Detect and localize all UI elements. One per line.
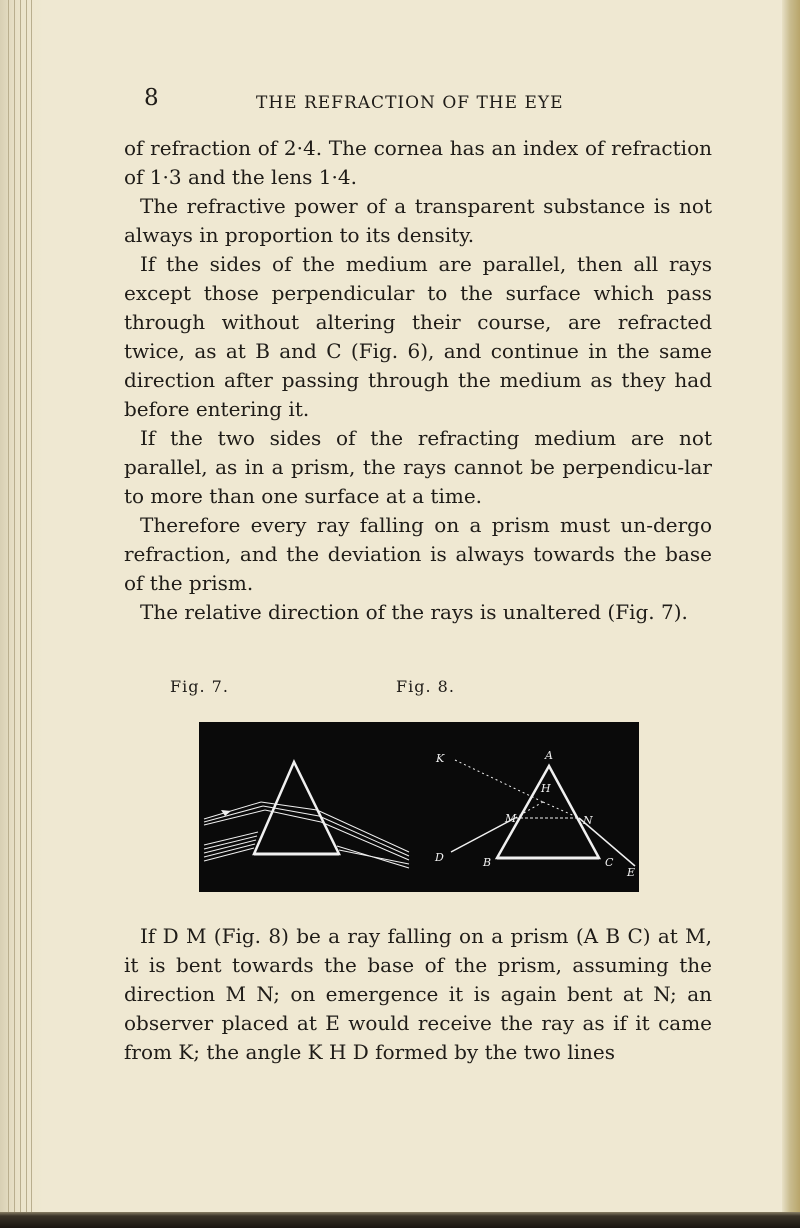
paragraph: If D M (Fig. 8) be a ray falling on a prism (A B C) at M, it is bent towards the base of the prism, assuming the direction M N; on emergence it is again bent at N; an observer placed at E would receive the ray as if it came from K; the angle K H D formed by the two lines xyxy=(124,924,712,1064)
prism-figure-plate xyxy=(199,722,639,892)
fig7-prism-diagram xyxy=(204,762,409,868)
prism-diagrams xyxy=(199,722,639,892)
label-n: N xyxy=(583,814,593,827)
fig7-ray xyxy=(204,806,263,822)
label-c: C xyxy=(605,856,614,869)
fig7-prism xyxy=(254,762,339,854)
fig7-ray xyxy=(204,802,261,819)
label-k: K xyxy=(436,752,445,765)
right-page-edge xyxy=(782,0,800,1228)
fig8-prism-diagram xyxy=(451,760,635,866)
paragraph: The refractive power of a transparent substance is not always in proportion to its density. xyxy=(124,194,712,247)
body-text-continued xyxy=(124,922,712,1067)
fig7-ray xyxy=(204,810,265,825)
fig8-dotted-kh xyxy=(455,760,543,802)
label-b: B xyxy=(483,856,492,869)
fig8-dotted-hd xyxy=(515,802,543,818)
paragraph: of refraction of 2·4. The cornea has an index of refraction of 1·3 and the lens 1·4. xyxy=(124,136,712,189)
label-d: D xyxy=(435,851,444,864)
running-head: THE REFRACTION OF THE EYE xyxy=(256,93,564,113)
paragraph: If the sides of the medium are parallel, then all rays except those perpendicular to the surface which pass through without altering their course, are refracted twice, as at B and C (Fig. 6), and continue in the same direction after passing through the medium as they had before entering it. xyxy=(124,252,712,421)
bottom-page-edge xyxy=(0,1212,800,1228)
fig7-ray xyxy=(261,802,317,810)
paragraph: Therefore every ray falling on a prism must un-dergo refraction, and the deviation is always towards the base of the prism. xyxy=(124,513,712,595)
fig8-caption: Fig. 8. xyxy=(396,677,455,696)
label-e: E xyxy=(627,866,636,879)
body-text xyxy=(124,134,712,627)
figure-captions xyxy=(170,677,610,701)
page-number: 8 xyxy=(144,85,159,111)
fig7-caption: Fig. 7. xyxy=(170,677,229,696)
paragraph: If the two sides of the refracting medium are not parallel, as in a prism, the rays cannot be perpendicu-lar to more than one surface at a time. xyxy=(124,426,712,508)
label-m: M xyxy=(505,812,517,825)
left-binding-gutter xyxy=(0,0,44,1228)
fig7-ray xyxy=(319,816,409,856)
label-a: A xyxy=(545,749,553,762)
paragraph: The relative direction of the rays is unaltered (Fig. 7). xyxy=(140,600,688,624)
label-h: H xyxy=(541,782,551,795)
fig7-ray xyxy=(317,810,409,852)
